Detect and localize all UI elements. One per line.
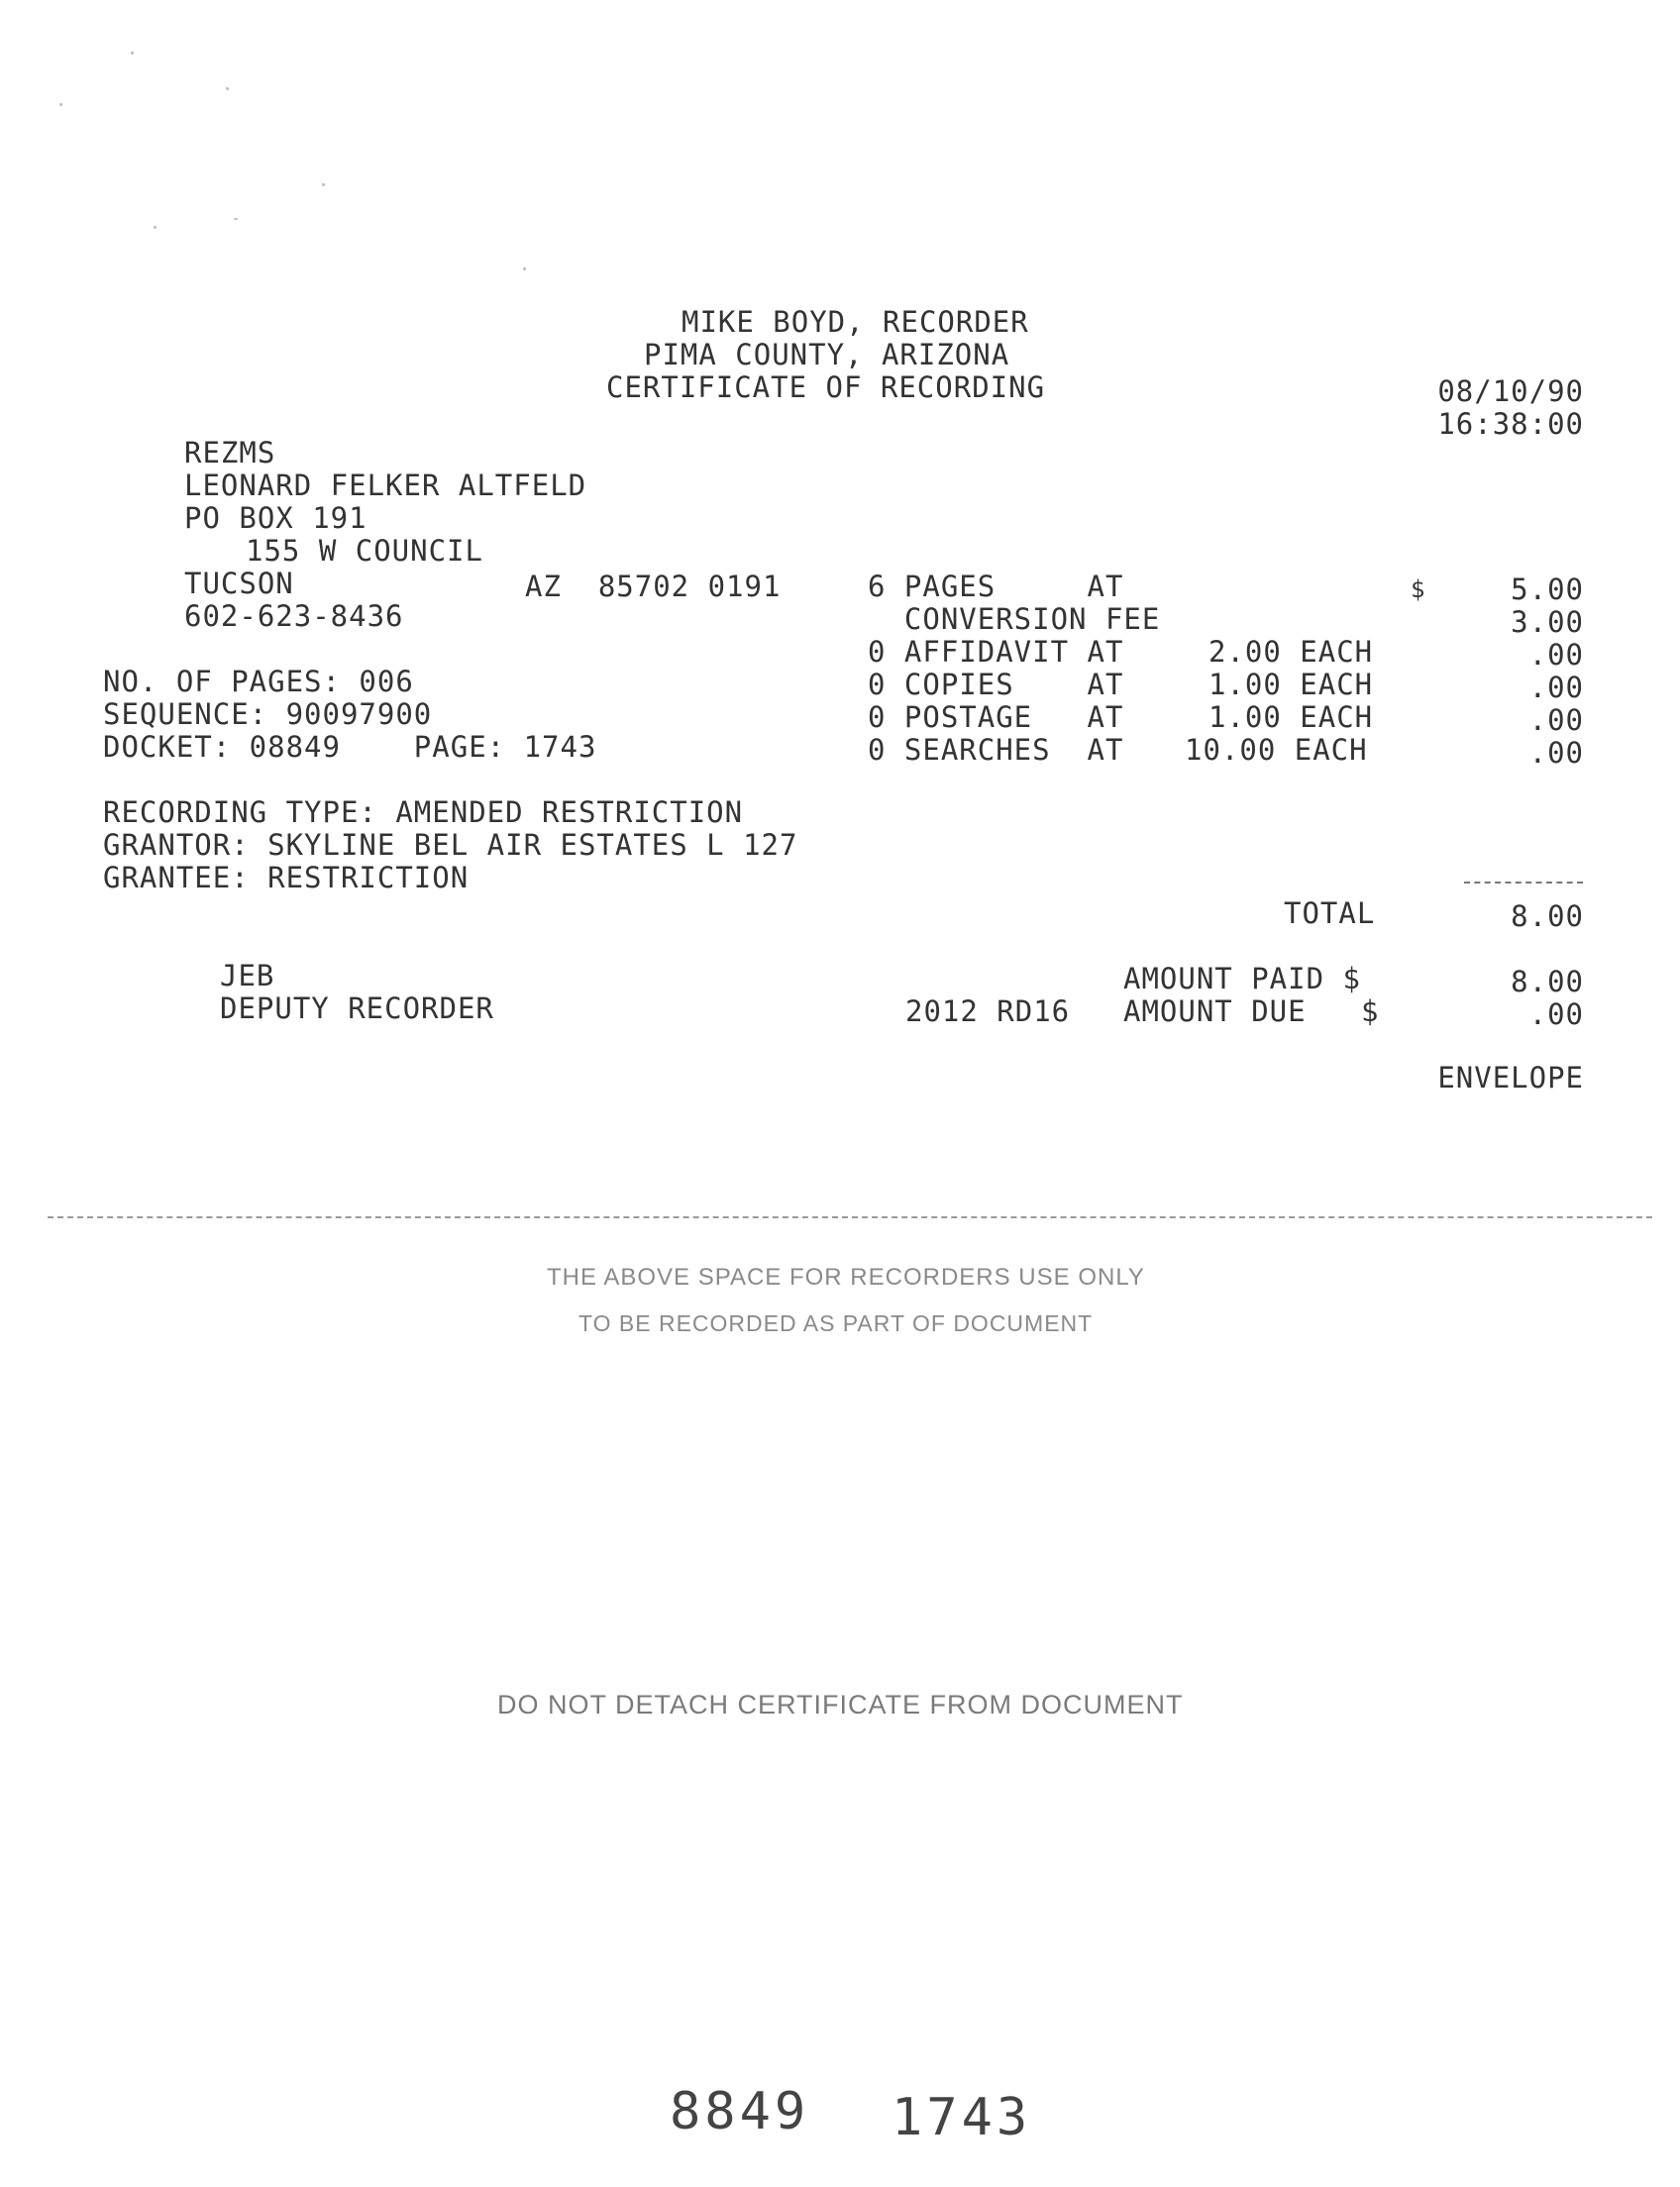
county-name: PIMA COUNTY, ARIZONA xyxy=(644,338,1010,371)
addressee-street: 155 W COUNCIL xyxy=(246,534,483,568)
addressee-name: LEONARD FELKER ALTFELD xyxy=(184,469,587,502)
scan-speck xyxy=(226,87,229,90)
fee-description: 0 COPIES AT xyxy=(868,668,1124,701)
number-of-pages: NO. OF PAGES: 006 xyxy=(103,665,414,698)
fee-amount: .00 xyxy=(1528,703,1584,737)
grantor: GRANTOR: SKYLINE BEL AIR ESTATES L 127 xyxy=(103,828,798,862)
amount-paid-label: AMOUNT PAID $ xyxy=(1123,962,1361,995)
scan-speck xyxy=(131,52,134,54)
scan-speck xyxy=(523,267,526,270)
fee-amount: 3.00 xyxy=(1511,605,1584,639)
total-amount: 8.00 xyxy=(1511,899,1584,933)
deputy-initials: JEB xyxy=(220,959,275,992)
addressee-phone: 602-623-8436 xyxy=(184,599,404,633)
grantee: GRANTEE: RESTRICTION xyxy=(103,861,470,894)
addressee-city: TUCSON xyxy=(184,567,294,600)
fee-description: 0 POSTAGE AT xyxy=(868,700,1124,734)
addressee-code: REZMS xyxy=(184,436,276,469)
fee-description: 0 AFFIDAVIT AT xyxy=(868,635,1124,669)
total-underline xyxy=(1464,882,1583,884)
fee-amount: 5.00 xyxy=(1511,573,1584,606)
fee-description: CONVERSION FEE xyxy=(868,602,1161,636)
certificate-title: CERTIFICATE OF RECORDING xyxy=(606,370,1046,404)
docket-page: DOCKET: 08849 PAGE: 1743 xyxy=(103,730,597,764)
page-stamp: 1743 xyxy=(892,2088,1032,2147)
fee-amount: .00 xyxy=(1528,671,1584,704)
do-not-detach-notice: DO NOT DETACH CERTIFICATE FROM DOCUMENT xyxy=(497,1690,1184,1719)
recorders-use-notice: THE ABOVE SPACE FOR RECORDERS USE ONLY xyxy=(547,1264,1145,1291)
recorder-name: MIKE BOYD, RECORDER xyxy=(682,305,1029,339)
scan-speck xyxy=(234,218,238,220)
fee-description: 0 SEARCHES AT xyxy=(868,733,1124,767)
scan-speck xyxy=(154,226,157,229)
amount-due: .00 xyxy=(1528,997,1584,1031)
docket-stamp: 8849 xyxy=(670,2082,810,2141)
scan-speck xyxy=(322,183,325,186)
addressee-po-box: PO BOX 191 xyxy=(184,501,368,535)
fee-amount: .00 xyxy=(1528,638,1584,672)
recording-type: RECORDING TYPE: AMENDED RESTRICTION xyxy=(103,795,744,829)
record-date: 08/10/90 xyxy=(1437,374,1584,408)
scan-speck xyxy=(59,103,62,106)
total-label: TOTAL xyxy=(1284,896,1376,930)
record-time: 16:38:00 xyxy=(1437,407,1584,441)
recorded-as-part-notice: TO BE RECORDED AS PART OF DOCUMENT xyxy=(578,1310,1094,1336)
envelope-label: ENVELOPE xyxy=(1437,1061,1584,1094)
separator-line xyxy=(48,1216,1652,1218)
deputy-title: DEPUTY RECORDER xyxy=(220,991,494,1025)
fee-description: 6 PAGES AT xyxy=(868,570,1124,603)
amount-due-label: AMOUNT DUE $ xyxy=(1123,994,1380,1028)
terminal-id: 2012 RD16 xyxy=(905,994,1071,1028)
fee-amount: .00 xyxy=(1528,736,1584,770)
fee-each: 1.00 EACH xyxy=(1208,668,1374,701)
amount-paid: 8.00 xyxy=(1511,965,1584,998)
fee-each: 10.00 EACH xyxy=(1185,733,1368,767)
sequence-number: SEQUENCE: 90097900 xyxy=(103,697,433,731)
fee-each: 2.00 EACH xyxy=(1208,635,1374,669)
addressee-state-zip: AZ 85702 0191 xyxy=(525,570,782,603)
fee-each: 1.00 EACH xyxy=(1208,700,1374,734)
fee-dollar-sign: $ xyxy=(1411,575,1426,603)
